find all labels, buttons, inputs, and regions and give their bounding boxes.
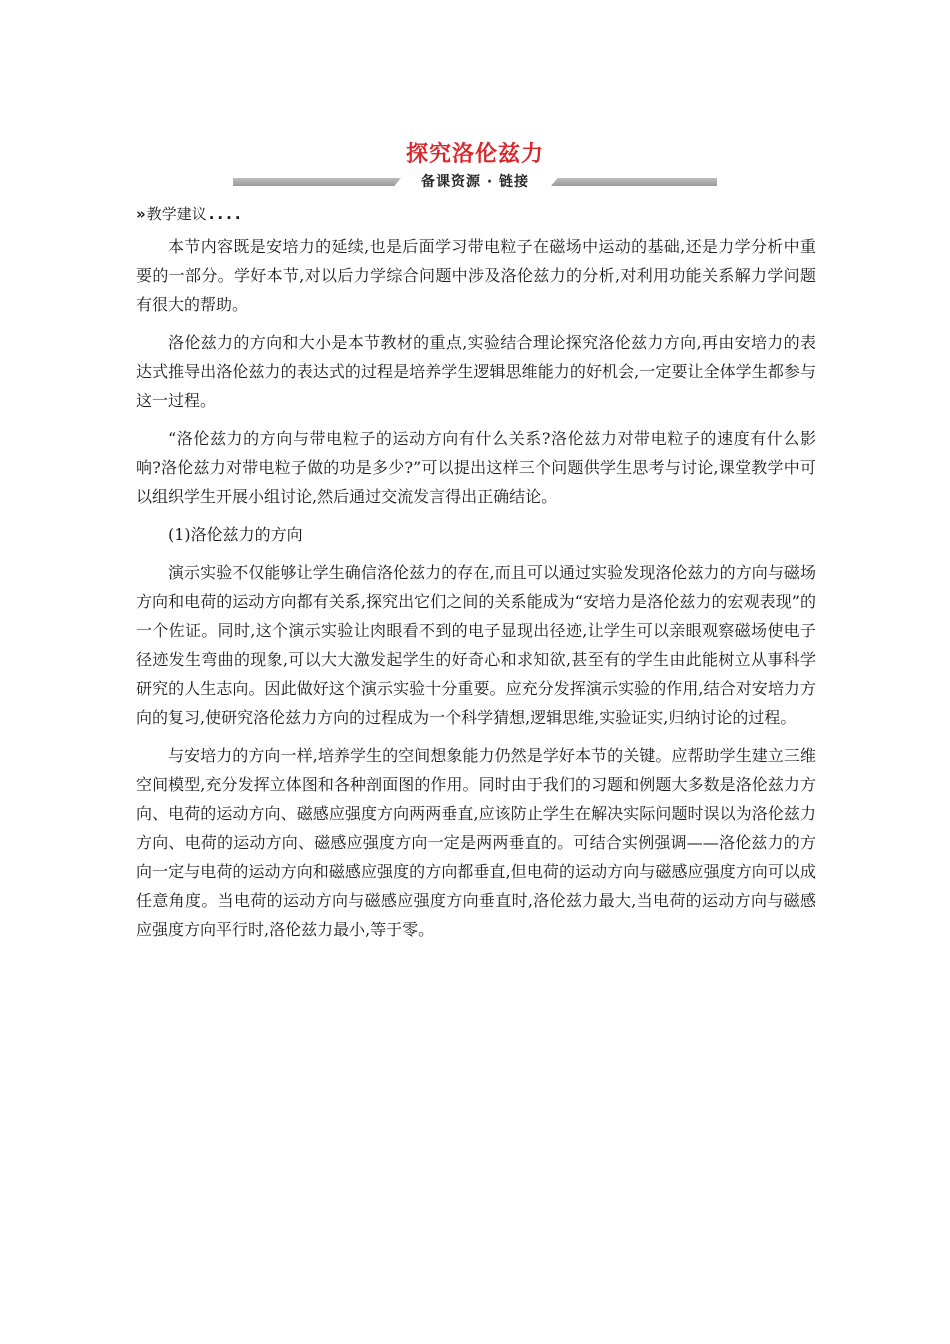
page-title: 探究洛伦兹力 (405, 142, 544, 167)
section-heading (136, 204, 244, 224)
heading-dots: .... (208, 205, 244, 223)
banner-left-bar (233, 178, 401, 186)
body-text (136, 232, 816, 953)
subheading: (1)洛伦兹力的方向 (168, 525, 303, 544)
double-chevron-icon: » (136, 205, 143, 223)
paragraph: 与安培力的方向一样,培养学生的空间想象能力仍然是学好本节的关键。应帮助学生建立三维空间模型,充分发挥立体图和各种剖面图的作用。同时由于我们的习题和例题大多数是洛伦兹力方向、电荷的运动方向、磁感应强度方向两两垂直,应该防止学生在解决实际问题时误以为洛伦兹力方向、电荷的运动方向、磁感应强度方向一定是两两垂直的。可结合实例强调——洛伦兹力的方向一定与电荷的运动方向和磁感应强度的方向都垂直,但电荷的运动方向与磁感应强度方向可以成任意角度。当电荷的运动方向与磁感应强度方向垂直时,洛伦兹力最大,当电荷的运动方向与磁感应强度方向平行时,洛伦兹力最小,等于零。 (136, 746, 816, 939)
section-heading-text: 教学建议 (146, 205, 207, 223)
paragraph: 演示实验不仅能够让学生确信洛伦兹力的存在,而且可以通过实验发现洛伦兹力的方向与磁场方向和电荷的运动方向都有关系,探究出它们之间的关系能成为“安培力是洛伦兹力的宏观表现”的一个佐证。同时,这个演示实验让肉眼看不到的电子显现出径迹,让学生可以亲眼观察磁场使电子径迹发生弯曲的现象,可以大大激发起学生的好奇心和求知欲,甚至有的学生由此能树立从事科学研究的人生志向。因此做好这个演示实验十分重要。应充分发挥演示实验的作用,结合对安培力方向的复习,使研究洛伦兹力方向的过程成为一个科学猜想,逻辑思维,实验证实,归纳讨论的过程。 (136, 563, 816, 727)
paragraph: 本节内容既是安培力的延续,也是后面学习带电粒子在磁场中运动的基础,还是力学分析中重要的一部分。学好本节,对以后力学综合问题中涉及洛伦兹力的分析,对利用功能关系解力学问题有很大的帮助。 (136, 237, 816, 314)
banner-label: 备课资源 · 链接 (420, 174, 530, 190)
paragraph: “洛伦兹力的方向与带电粒子的运动方向有什么关系?洛伦兹力对带电粒子的速度有什么影响?洛伦兹力对带电粒子做的功是多少?”可以提出这样三个问题供学生思考与讨论,课堂教学中可以组织学生开展小组讨论,然后通过交流发言得出正确结论。 (136, 429, 816, 506)
section-banner (233, 172, 717, 192)
paragraph: 洛伦兹力的方向和大小是本节教材的重点,实验结合理论探究洛伦兹力方向,再由安培力的表达式推导出洛伦兹力的表达式的过程是培养学生逻辑思维能力的好机会,一定要让全体学生都参与这一过程。 (136, 333, 816, 410)
banner-right-bar (551, 178, 717, 186)
